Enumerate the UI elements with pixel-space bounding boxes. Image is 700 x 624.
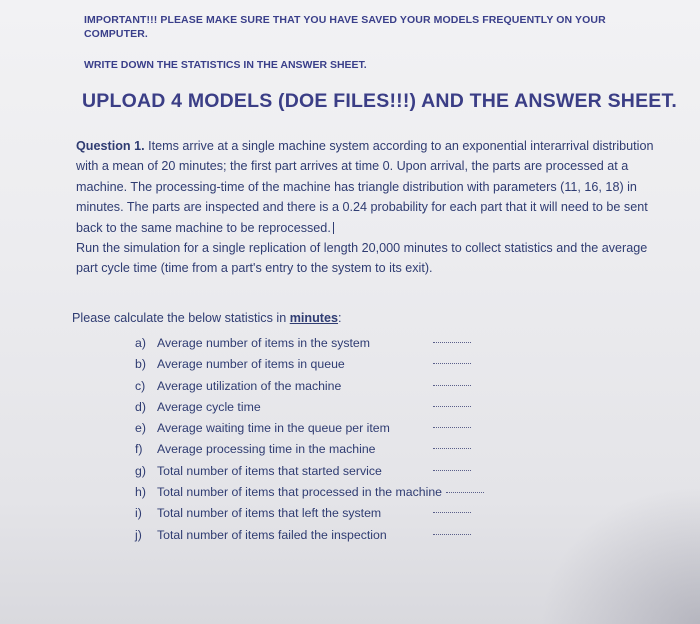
list-item [135, 439, 515, 460]
answer-blank [433, 385, 471, 386]
list-item [135, 333, 515, 354]
upload-heading: UPLOAD 4 MODELS (DOE FILES!!!) AND THE ANSWER SHEET. [82, 90, 678, 112]
photo-shadow [540, 484, 700, 624]
answer-blank [433, 342, 471, 343]
item-text: Total number of items that processed in the machine [157, 485, 443, 500]
item-letter: e) [135, 421, 146, 436]
list-item [135, 418, 515, 439]
item-letter: d) [135, 399, 146, 414]
item-text: Average utilization of the machine [157, 378, 342, 393]
question-block [76, 136, 656, 279]
answer-blank [433, 406, 471, 407]
list-item [135, 376, 515, 397]
answer-blank [433, 534, 471, 535]
item-letter: i) [135, 506, 142, 521]
item-text: Average number of items in queue [157, 357, 345, 372]
item-letter: f) [135, 442, 143, 457]
item-letter: g) [135, 463, 146, 478]
question-label: Question 1. [76, 139, 145, 153]
item-text: Total number of items that left the system [157, 506, 382, 521]
item-letter: j) [135, 527, 142, 542]
question-body: Items arrive at a single machine system according to an exponential interarrival distribution with a mean of 20 minutes; the first part arrives at time 0. Upon arrival, the parts are processed at a machine. The processing-time of the machine has triangle distribution with parameters (11, 16, 18) in minutes. The parts are inspected and there is a 0.24 probability for each part that it will need to be sent back to the same machine to be reprocessed. [76, 139, 654, 235]
item-letter: c) [135, 378, 146, 393]
list-item [135, 397, 515, 418]
statistics-unit: minutes [289, 311, 339, 325]
statistics-intro [72, 311, 342, 325]
save-warning: IMPORTANT!!! PLEASE MAKE SURE THAT YOU HAVE SAVED YOUR MODELS FREQUENTLY ON YOUR COMPUTER. [84, 14, 606, 40]
list-item [135, 503, 515, 524]
text-cursor-icon [333, 222, 340, 234]
question-paragraph [76, 136, 656, 238]
item-text: Average cycle time [157, 399, 261, 414]
answer-blank [433, 448, 471, 449]
answer-blank [446, 492, 484, 493]
item-text: Average processing time in the machine [157, 442, 376, 457]
run-instruction: Run the simulation for a single replication of length 20,000 minutes to collect statistics and the average part cycle time (time from a part's entry to the system to its exit). [76, 241, 648, 276]
item-text: Total number of items failed the inspection [157, 527, 387, 542]
answer-blank [433, 427, 471, 428]
item-text: Average number of items in the system [157, 336, 371, 350]
item-letter: a) [135, 336, 146, 350]
list-item [135, 461, 515, 482]
statistics-list [135, 333, 515, 546]
answer-blank [433, 470, 471, 471]
item-letter: h) [135, 485, 146, 500]
item-text: Average waiting time in the queue per item [157, 421, 390, 436]
item-letter: b) [135, 357, 146, 372]
answer-blank [433, 512, 471, 513]
item-text: Total number of items that started service [157, 463, 382, 478]
list-item [135, 354, 515, 375]
list-item [135, 525, 515, 546]
answer-blank [433, 363, 471, 364]
answer-sheet-instruction: WRITE DOWN THE STATISTICS IN THE ANSWER SHEET. [84, 59, 367, 71]
list-item [135, 482, 515, 503]
statistics-intro-text: Please calculate the below statistics in [72, 311, 287, 325]
statistics-colon: : [338, 311, 342, 325]
